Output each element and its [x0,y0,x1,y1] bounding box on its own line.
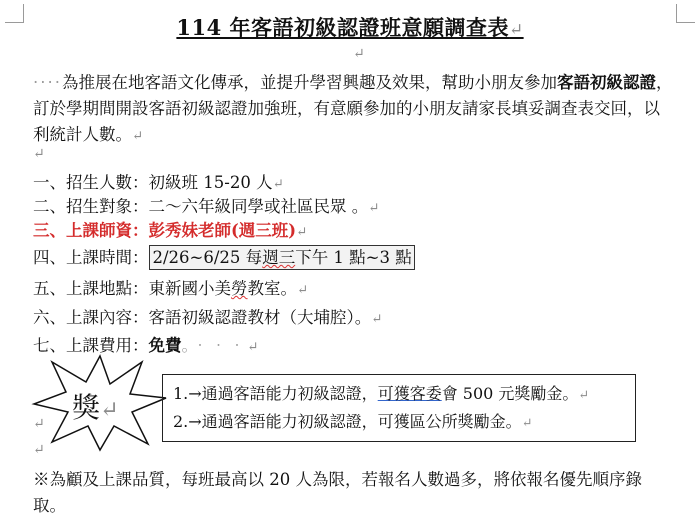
intro-paragraph [33,70,673,150]
item-label: 七、上課費用： [33,336,149,355]
item-label: 五、上課地點： [33,279,149,298]
paragraph-mark: ↵ [272,177,284,192]
item-class-time [33,244,415,268]
document-title [0,12,700,42]
award-line-1-b: 可獲客委 [377,384,442,403]
item-value-c: 下午 1 點~3 點 [295,248,412,267]
item-content [33,304,382,328]
class-time-box [149,245,415,270]
item-enrollment-count [33,169,284,193]
paragraph-mark: ↵ [33,442,45,458]
item-label: 二、招生對象： [33,197,149,216]
paragraph-mark: ↵ [368,201,380,216]
award-box [162,374,636,442]
paragraph-mark: ↵ [353,46,365,62]
item-location [33,275,308,299]
item-value-b: 勞 [231,279,248,298]
award-line-1-c: 會 500 元獎勵金。 [441,384,579,403]
paragraph-mark: ↵ [33,146,45,162]
intro-lead-dots: ‧‧‧‧ [33,73,62,92]
paragraph-mark: ↵ [100,397,119,423]
item-value-b: 週三 [262,248,296,267]
intro-bold-term: 客語初級認證 [556,73,656,92]
note-text: ※為顧及上課品質，每班最高以 20 人為限，若報名人數過多，將依報名優先順序錄取。 [33,470,642,515]
paragraph-mark: ↵ [521,416,533,431]
paragraph-mark: ↵ [247,340,259,355]
item-value-c: 教室。 [247,279,297,298]
item-label: 三、上課師資： [33,221,149,240]
item-value: 初級班 15-20 人 [148,173,273,192]
award-line-2 [173,409,635,437]
item-value: 免費 [148,336,182,355]
award-star-label [72,386,119,426]
award-line-1-a: 1.→通過客語能力初級認證， [173,384,378,403]
paragraph-mark: ↵ [578,388,590,403]
item-label: 六、上課內容： [33,308,149,327]
award-label-text: 獎 [72,391,101,424]
paragraph-mark: ↵ [297,283,309,298]
intro-text-before: 為推展在地客語文化傳承，並提升學習興趣及效果，幫助小朋友參加 [61,73,557,92]
item-enrollment-target [33,193,379,217]
item-teacher [33,217,307,241]
item-tail: 。‧‧‧ [181,336,248,355]
item-value-a: 2/26~6/25 每 [152,248,263,267]
award-line-1 [173,381,635,409]
note-paragraph [33,467,673,519]
item-label: 一、招生人數： [33,173,149,192]
paragraph-mark: ↵ [296,225,308,240]
intro-text-after: ，訂於學期間開設客語初級認證加強班，有意願參加的小朋友請家長填妥調查表交回，以利統計人數。 [33,73,673,144]
item-value: 客語初級認證教材（大埔腔）。 [148,308,372,327]
paragraph-mark: ↵ [509,19,524,39]
paragraph-mark: ↵ [33,416,45,432]
paragraph-mark: ↵ [132,129,144,144]
item-value: 二～六年級同學或社區民眾 。 [148,197,369,216]
award-line-2-text: 2.→通過客語能力初級認證，可獲區公所獎勵金。 [173,412,522,431]
item-value: 彭秀妹老師(週三班) [148,221,297,240]
item-label: 四、上課時間： [33,248,149,267]
item-value-a: 東新國小美 [148,279,231,298]
title-text: 114 年客語初級認證班意願調查表 [176,15,510,40]
paragraph-mark: ↵ [371,312,383,327]
